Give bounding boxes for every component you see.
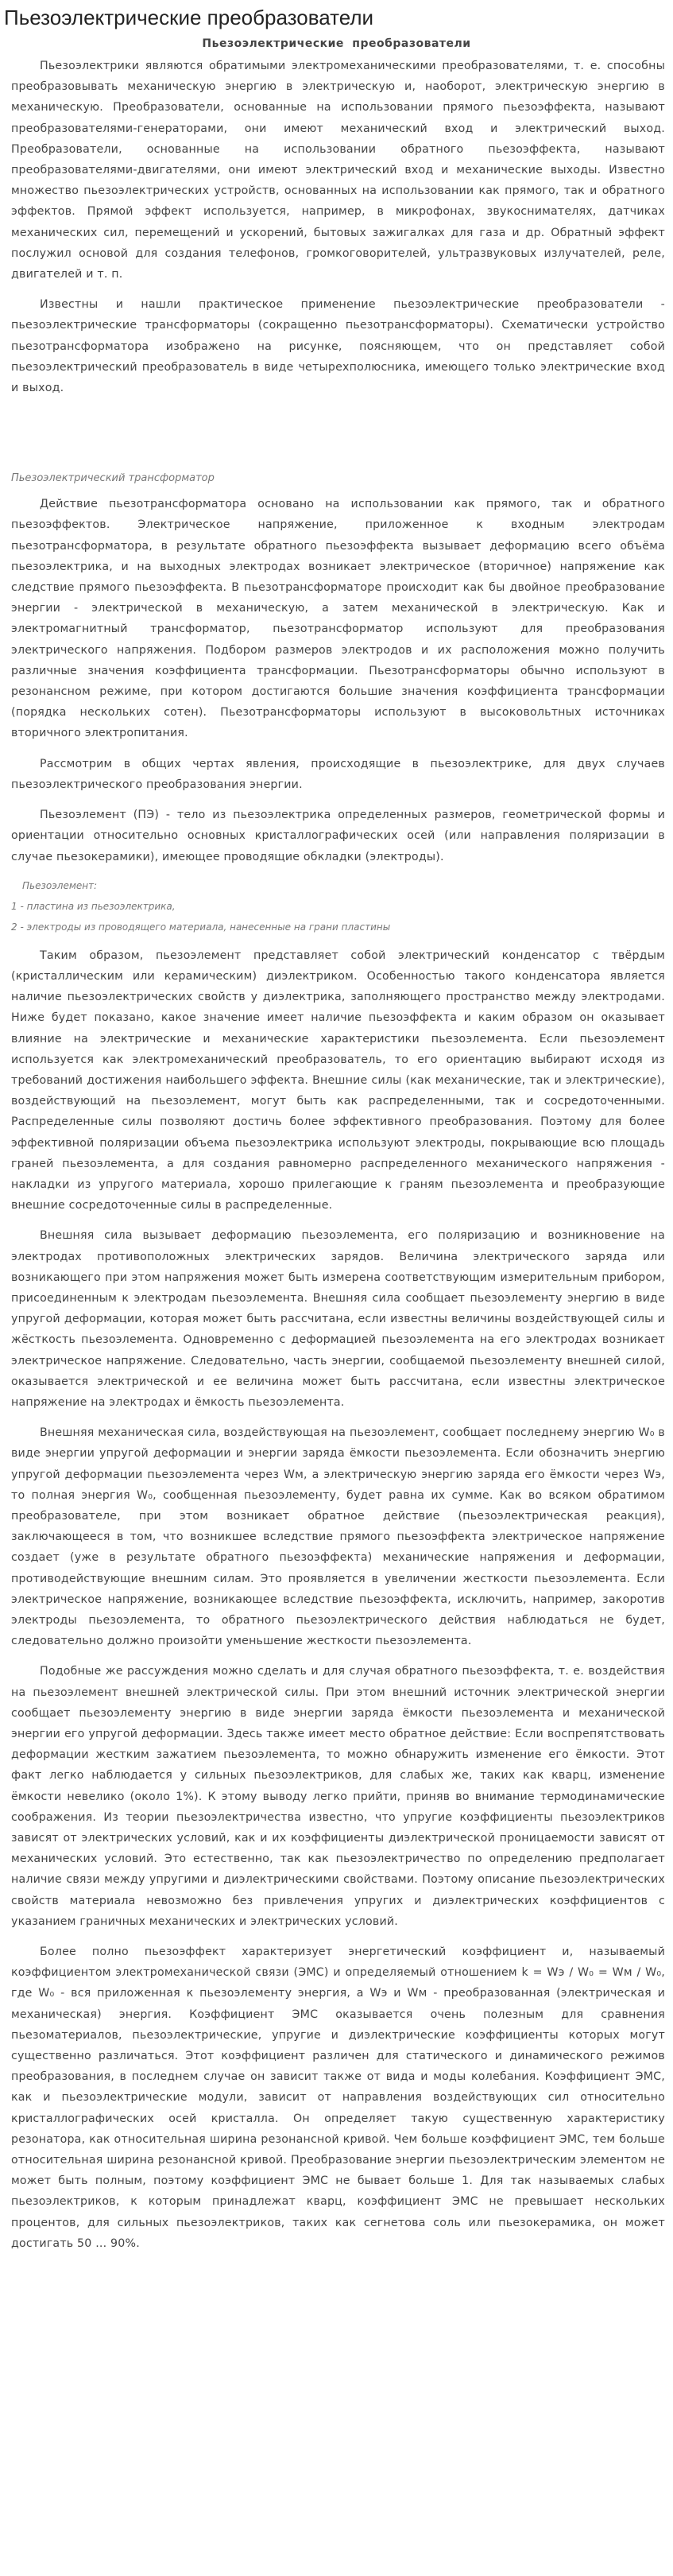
paragraph-transformers: Известны и нашли практическое применение пьезоэлектрические преобразователи - пьезоэлектрические трансформаторы (сокращенно пьезотрансформаторы). Схематически устройство пьезотрансформатора изображено на рисунке, поясняющем, что он представляет собой пьезоэлектрический преобразователь в виде четырехполюсника, имеющего только электрические вход и выход. xyxy=(11,298,665,395)
article-title: Пьезоэлектрические преобразователи xyxy=(202,37,471,50)
figure-caption: Пьезоэлектрический трансформатор xyxy=(11,472,215,485)
legend-title: Пьезоэлемент: xyxy=(22,879,98,891)
legend-item-plate: 1 - пластина из пьезоэлектрика, xyxy=(11,900,176,912)
paragraph-two-cases: Рассмотрим в общих чертах явления, происходящие в пьезоэлектрике, для двух случаев пьезоэлектрического преобразования энергии. xyxy=(11,757,665,791)
paragraph-piezoelement-definition: Пьезоэлемент (ПЭ) - тело из пьезоэлектрика определенных размеров, геометрической формы и ориентации относительно основных кристаллографических осей (или направления поляризации в случае пьезокерамики), имеющее проводящие обкладки (электроды). xyxy=(11,809,665,863)
paragraph-energy: Внешняя механическая сила, воздействующая на пьезоэлемент, сообщает последнему энергию W₀ в виде энергии упругой деформации и энергии заряда ёмкости пьезоэлемента. Если обозначить энергию упругой деформации пьезоэлемента через Wм, а электрическую энергию заряда его ёмкости через Wэ, то полная энергия W₀, сообщенная пьезоэлементу, будет равна их сумме. Как во всяком обратимом преобразователе, при этом возникает обратное действие (пьезоэлектрическая реакция), заключающееся в том, что возникшее вследствие прямого пьезоэффекта электрическое напряжение создает (уже в результате обратного пьезоэффекта) механические напряжения и деформации, противодействующие внешним силам. Это проявляется в увеличении жесткости пьезоэлемента. Если электрическое напряжение, возникающее вследствие пьезоэффекта, исключить, например, закоротив электроды пьезоэлемента, то обратного пьезоэлектрического действия наблюдаться не будет, следовательно должно произойти уменьшение жесткости пьезоэлемента. xyxy=(11,1426,665,1648)
figure-legend xyxy=(11,875,665,937)
figure-placeholder xyxy=(11,408,665,470)
page-title: Пьезоэлектрические преобразователи xyxy=(4,6,374,29)
paragraph-coupling-coefficient: Более полно пьезоэффект характеризует энергетический коэффициент и, называемый коэффициентом электромеханической связи (ЭМС) и определяемый отношением k = Wэ / W₀ = Wм / W₀, где W₀ - вся приложенная к пьезоэлементу энергия, а Wэ и Wм - преобразованная (электрическая и механическая) энергия. Коэффициент ЭМС оказывается очень полезным для сравнения пьезоматериалов, пьезоэлектрические, упругие и диэлектрические коэффициенты которых могут существенно различаться. Этот коэффициент различен для статического и динамического режимов преобразования, в последнем случае он зависит также от вида и моды колебания. Коэффициент ЭМС, как и пьезоэлектрические модули, зависит от направления воздействующих сил относительно кристаллографических осей кристалла. Он определяет такую существенную характеристику резонатора, как относительная ширина резонансной кривой. Чем больше коэффициент ЭМС, тем больше относительная ширина резонансной кривой. Преобразование энергии пьезоэлектрическим элементом не может быть полным, поэтому коэффициент ЭМС не бывает больше 1. Для так называемых слабых пьезоэлектриков, к которым принадлежат кварц, коэффициент ЭМС не превышает нескольких процентов, для сильных пьезоэлектриков, таких как сегнетова соль или пьезокерамика, он может достигать 50 ... 90%. xyxy=(11,1946,665,2250)
article-body xyxy=(0,56,673,2254)
paragraph-transformer-action: Действие пьезотрансформатора основано на использовании как прямого, так и обратного пьезоэффектов. Электрическое напряжение, приложенное к входным электродам пьезотрансформатора, в результате обратного пьезоэффекта вызывает деформацию всего объёма пьезоэлектрика, и на выходных электродах возникает электрическое (вторичное) напряжение как следствие прямого пьезоэффекта. В пьезотрансформаторе происходит как бы двойное преобразование энергии - электрической в механическую, а затем механической в электрическую. Как и электромагнитный трансформатор, пьезотрансформатор используют для преобразования электрического напряжения. Подбором размеров электродов и их расположения можно получить различные значения коэффициента трансформации. Пьезотрансформаторы обычно используют в резонансном режиме, при котором достигаются большие значения коэффициента трансформации (порядка нескольких сотен). Пьезотрансформаторы используют в высоковольтных источниках вторичного электропитания. xyxy=(11,498,665,740)
legend-item-electrodes: 2 - электроды из проводящего материала, нанесенные на грани пластины xyxy=(11,921,391,933)
paragraph-intro: Пьезоэлектрики являются обратимыми электромеханическими преобразователями, т. е. способны преобразовывать механическую энергию в электрическую и, наоборот, электрическую энергию в механическую. Преобразователи, основанные на использовании прямого пьезоэффекта, называют преобразователями-генераторами, они имеют механический вход и электрический выход. Преобразователи, основанные на использовании обратного пьезоэффекта, называют преобразователями-двигателями, они имеют электрический вход и механические выходы. Известно множество пьезоэлектрических устройств, основанных на использовании как прямого, так и обратного эффектов. Прямой эффект используется, например, в микрофонах, звукоснимателях, датчиках механических сил, перемещений и ускорений, бытовых зажигалках для газа и др. Обратный эффект послужил основой для создания телефонов, громкоговорителей, ультразвуковых излучателей, реле, двигателей и т. п. xyxy=(11,60,665,281)
paragraph-capacitor: Таким образом, пьезоэлемент представляет собой электрический конденсатор с твёрдым (кристаллическим или керамическим) диэлектриком. Особенностью такого конденсатора является наличие пьезоэлектрических свойств у диэлектрика, заполняющего пространство между электродами. Ниже будет показано, какое значение имеет наличие пьезоэффекта и каким образом он оказывает влияние на электрические и механические характеристики пьезоэлемента. Если пьезоэлемент используется как электромеханический преобразователь, то его ориентацию выбирают исходя из требований достижения наибольшего эффекта. Внешние силы (как механические, так и электрические), воздействующий на пьезоэлемент, могут быть как распределенными, так и сосредоточенными. Распределенные силы позволяют достичь более эффективного преобразования. Поэтому для более эффективной поляризации объема пьезоэлектрика используют электроды, покрывающие всю площадь граней пьезоэлемента, а для создания равномерно распределенного механического напряжения - накладки из упругого материала, хорошо прилегающие к граням пьезоэлемента и преобразующие внешние сосредоточенные силы в распределенные. xyxy=(11,949,665,1212)
paragraph-inverse-effect: Подобные же рассуждения можно сделать и для случая обратного пьезоэффекта, т. е. воздействия на пьезоэлемент внешней электрической силы. При этом внешний источник электрической энергии сообщает пьезоэлементу энергию в виде энергии заряда ёмкости пьезоэлемента и механической энергии его упругой деформации. Здесь также имеет место обратное действие: Если воспрепятствовать деформации жестким зажатием пьезоэлемента, то можно обнаружить изменение его ёмкости. Этот факт легко наблюдается у сильных пьезоэлектриков, для слабых же, таких как кварц, изменение ёмкости невелико (около 1%). К этому выводу легко прийти, приняв во внимание термодинамические соображения. Из теории пьезоэлектричества известно, что упругие коэффициенты пьезоэлектриков зависят от электрических условий, как и их коэффициенты диэлектрической проницаемости зависят от механических условий. Это естественно, так как пьезоэлектричество по определению предполагает наличие связи между упругими и диэлектрическими свойствами. Поэтому описание пьезоэлектрических свойств материала невозможно без привлечения упругих и диэлектрических коэффициентов с указанием граничных механических и электрических условий. xyxy=(11,1665,665,1928)
paragraph-external-force: Внешняя сила вызывает деформацию пьезоэлемента, его поляризацию и возникновение на электродах противоположных электрических зарядов. Величина электрического заряда или возникающего при этом напряжения может быть измерена соответствующим измерительным прибором, присоединенным к электродам пьезоэлемента. Внешняя сила сообщает пьезоэлементу энергию в виде упругой деформации, которая может быть рассчитана, если известны величины воздействующей силы и жёсткость пьезоэлемента. Одновременно с деформацией пьезоэлемента на его электродах возникает электрическое напряжение. Следовательно, часть энергии, сообщаемой пьезоэлементу внешней силой, оказывается электрической и ее величина может быть рассчитана, если известны электрическое напряжение на электродах и ёмкость пьезоэлемента. xyxy=(11,1229,665,1409)
